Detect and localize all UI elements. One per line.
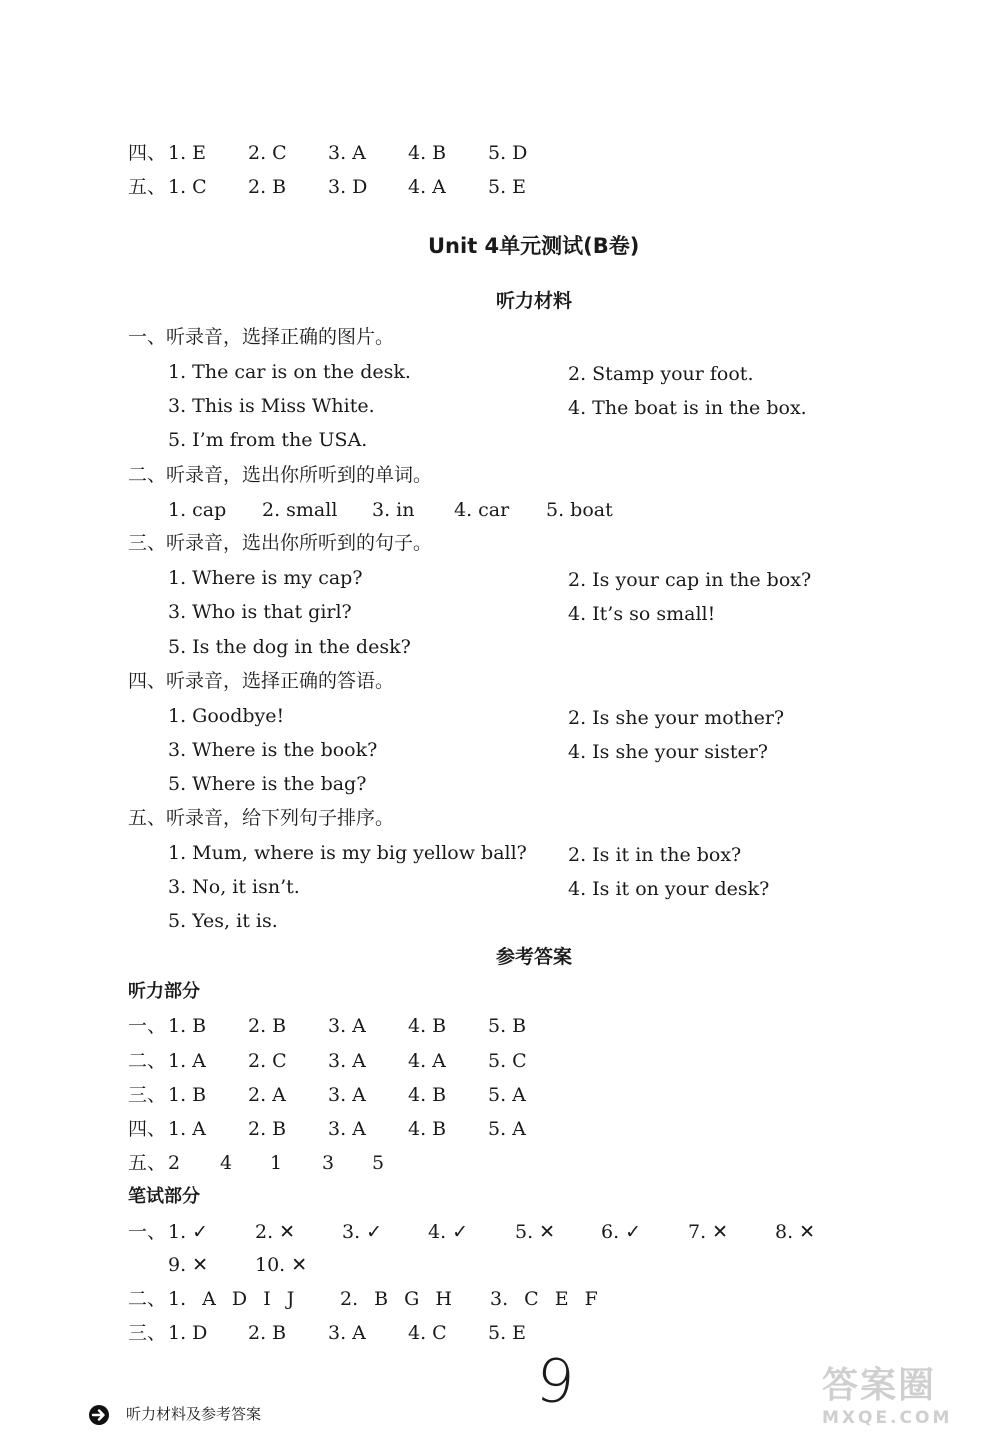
list-item: 2. Stamp your foot. [568,363,754,385]
answer-item: 2. A [248,1084,286,1106]
answer-item: 3. A [328,1050,366,1072]
answer-item: 4. C [408,1322,447,1344]
list-item: 4. It’s so small! [568,603,716,625]
list-item: 5. Yes, it is. [168,910,278,932]
answer-item: 1 [270,1152,283,1174]
list-item: 2. Is it in the box? [568,844,742,866]
answer-item: 1. E [168,142,207,164]
answer-item: 8. ✕ [775,1221,816,1243]
answer-item: 5. E [488,176,527,198]
answer-item: 1. A D I J [168,1288,295,1310]
list-item: 3. Where is the book? [168,739,378,761]
section-heading: 五、听录音，给下列句子排序。 [128,807,395,829]
answer-item: 5. ✕ [515,1221,556,1243]
answer-item: 1. D [168,1322,208,1344]
list-item: 3. No, it isn’t. [168,876,300,898]
answer-item: 3. A [328,1015,366,1037]
watermark-logo: 答案圈 [822,1365,937,1406]
row-prefix: 四、 [128,142,167,164]
row-prefix: 四、 [128,1118,167,1140]
answer-item: 3. C E F [490,1288,598,1310]
answer-item: 4. B [408,1118,447,1140]
answer-item: 1. ✓ [168,1221,209,1243]
answer-item: 2. B [248,176,287,198]
watermark-url: MXQE.COM [822,1408,953,1428]
answer-item: 9. ✕ [168,1254,209,1276]
answer-item: 10. ✕ [255,1254,308,1276]
answer-item: 5 [372,1152,385,1174]
list-item: 5. I’m from the USA. [168,429,368,451]
list-item: 2. small [262,499,338,521]
answers-title: 参考答案 [496,946,573,968]
answer-item: 2. B G H [340,1288,452,1310]
list-item: 3. in [372,499,415,521]
answer-item: 3 [322,1152,335,1174]
list-item: 4. Is she your sister? [568,741,768,763]
list-item: 3. This is Miss White. [168,395,375,417]
page-number: 9 [532,1345,578,1419]
answer-item: 1. B [168,1015,207,1037]
answer-item: 3. A [328,1118,366,1140]
answer-item: 4. B [408,142,447,164]
answer-item: 4 [220,1152,233,1174]
row-prefix: 二、 [128,1050,167,1072]
answer-item: 6. ✓ [601,1221,642,1243]
list-item: 2. Is she your mother? [568,707,785,729]
row-prefix: 一、 [128,1221,167,1243]
section-heading: 二、听录音，选出你所听到的单词。 [128,464,433,486]
answer-item: 2. C [248,142,287,164]
answer-item: 4. A [408,1050,446,1072]
section-heading: 四、听录音，选择正确的答语。 [128,670,395,692]
list-item: 5. Is the dog in the desk? [168,636,411,658]
answer-item: 3. A [328,142,366,164]
answer-item: 3. D [328,176,368,198]
answer-item: 5. D [488,142,528,164]
answer-item: 5. C [488,1050,527,1072]
answer-item: 4. ✓ [428,1221,469,1243]
list-item: 5. Where is the bag? [168,773,367,795]
answer-item: 1. B [168,1084,207,1106]
list-item: 4. car [454,499,510,521]
answer-item: 4. A [408,176,446,198]
row-prefix: 二、 [128,1288,167,1310]
list-item: 2. Is your cap in the box? [568,569,812,591]
row-prefix: 五、 [128,176,167,198]
answer-item: 1. A [168,1050,206,1072]
list-item: 4. Is it on your desk? [568,878,770,900]
list-item: 1. cap [168,499,227,521]
written-part-label: 笔试部分 [128,1186,200,1207]
answer-item: 5. E [488,1322,527,1344]
row-prefix: 三、 [128,1322,167,1344]
answer-item: 3. ✓ [342,1221,383,1243]
answer-item: 5. B [488,1015,527,1037]
list-item: 1. Where is my cap? [168,567,363,589]
answer-item: 7. ✕ [688,1221,729,1243]
answer-item: 2. B [248,1118,287,1140]
listening-part-label: 听力部分 [128,981,200,1002]
list-item: 1. The car is on the desk. [168,361,411,383]
page-title: Unit 4单元测试(B卷) [428,234,640,258]
prev-answer-row [128,144,166,163]
list-item: 5. boat [546,499,613,521]
answer-item: 2. C [248,1050,287,1072]
section-heading: 三、听录音，选出你所听到的句子。 [128,532,433,554]
listening-title: 听力材料 [496,290,573,312]
list-item: 1. Goodbye! [168,705,285,727]
answer-item: 2 [168,1152,181,1174]
row-prefix: 一、 [128,1015,167,1037]
list-item: 1. Mum, where is my big yellow ball? [168,842,527,864]
answer-item: 2. B [248,1322,287,1344]
footer-text: 听力材料及参考答案 [126,1405,262,1423]
answer-item: 1. A [168,1118,206,1140]
section-heading: 一、听录音，选择正确的图片。 [128,326,395,348]
answer-item: 2. ✕ [255,1221,296,1243]
arrow-right-circle-icon [88,1404,110,1426]
answer-item: 3. A [328,1084,366,1106]
row-prefix: 五、 [128,1152,167,1174]
answer-item: 5. A [488,1084,526,1106]
row-prefix: 三、 [128,1084,167,1106]
answer-item: 3. A [328,1322,366,1344]
answer-item: 4. B [408,1084,447,1106]
list-item: 4. The boat is in the box. [568,397,807,419]
answer-item: 5. A [488,1118,526,1140]
answer-item: 2. B [248,1015,287,1037]
answer-item: 4. B [408,1015,447,1037]
answer-item: 1. C [168,176,207,198]
list-item: 3. Who is that girl? [168,601,352,623]
